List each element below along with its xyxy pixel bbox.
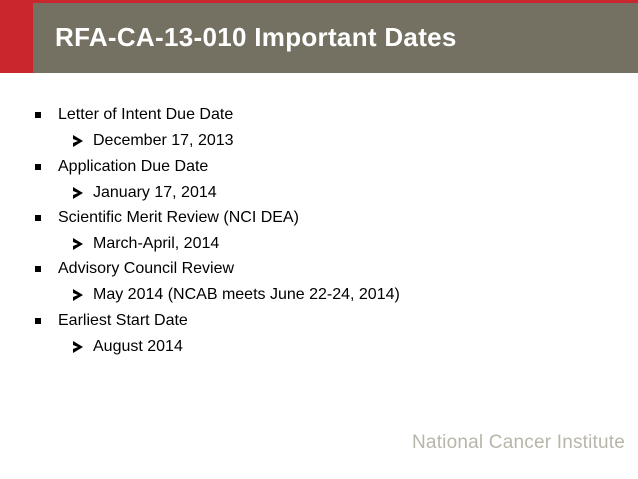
list-item — [93, 284, 400, 306]
item-date: May 2014 (NCAB meets June 22-24, 2014) — [93, 286, 400, 303]
arrow-bullet-icon — [73, 341, 83, 353]
square-bullet-icon — [35, 266, 41, 272]
list-item — [58, 207, 299, 229]
list-item — [58, 258, 234, 280]
item-label: Scientific Merit Review (NCI DEA) — [58, 209, 299, 226]
item-label: Application Due Date — [58, 158, 209, 175]
arrow-bullet-icon — [73, 238, 83, 250]
square-bullet-icon — [35, 318, 41, 324]
list-item — [58, 104, 233, 126]
square-bullet-icon — [35, 112, 41, 118]
arrow-bullet-icon — [73, 135, 83, 147]
list-item — [58, 310, 188, 332]
item-label: Earliest Start Date — [58, 312, 188, 329]
item-date: March-April, 2014 — [93, 235, 220, 252]
list-item — [93, 182, 217, 204]
arrow-bullet-icon — [73, 187, 83, 199]
item-label: Letter of Intent Due Date — [58, 106, 234, 123]
square-bullet-icon — [35, 164, 41, 170]
item-date: January 17, 2014 — [93, 184, 217, 201]
list-item — [93, 130, 234, 152]
slide-title: RFA-CA-13-010 Important Dates — [55, 22, 457, 52]
list-item — [93, 233, 219, 255]
square-bullet-icon — [35, 215, 41, 221]
item-date: December 17, 2013 — [93, 132, 234, 149]
item-date: August 2014 — [93, 338, 183, 355]
item-label: Advisory Council Review — [58, 260, 235, 277]
arrow-bullet-icon — [73, 289, 83, 301]
nci-logo: National Cancer Institute — [412, 432, 626, 453]
list-item — [58, 156, 208, 178]
list-item — [93, 336, 183, 358]
